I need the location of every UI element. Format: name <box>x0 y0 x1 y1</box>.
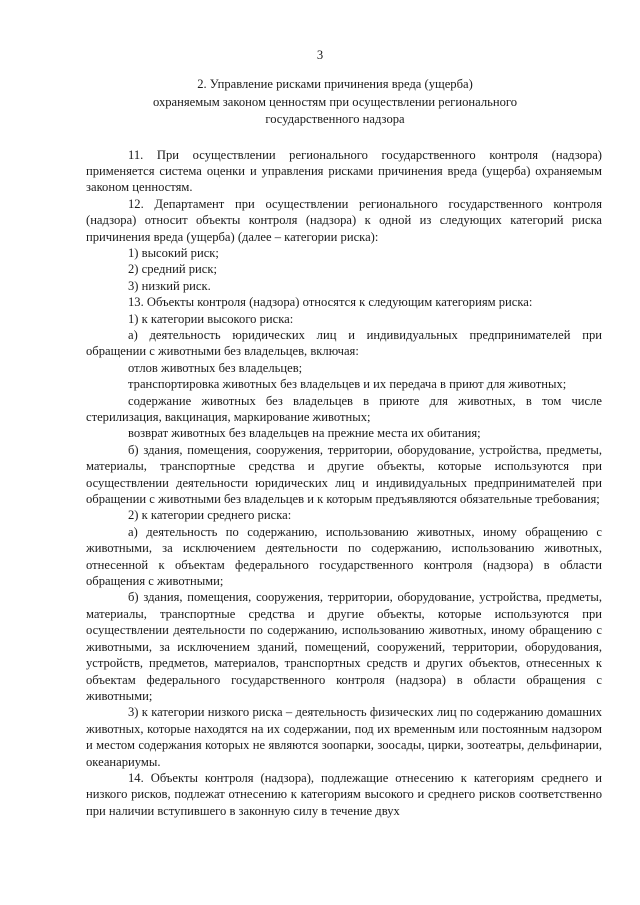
list-item: 3) к категории низкого риска – деятельность физических лиц по содержанию домашних животных, которые находятся на их содержании, под их временным или постоянным надзором и местом содержания которых не являются зоопарки, зоосады, цирки, зоотеатры, дельфинарии, океанариумы. <box>86 705 602 769</box>
list-item: 3) низкий риск. <box>128 278 211 293</box>
list-item: транспортировка животных без владельцев и их передача в приют для животных; <box>128 377 567 392</box>
list-item: содержание животных без владельцев в приюте для животных, в том числе стерилизация, вакцинация, маркирование животных; <box>86 393 602 424</box>
list-item: б) здания, помещения, сооружения, территории, оборудование, устройства, предметы, материалы, транспортные средства и другие объекты, которые используются при осуществлении деятельности юридических лиц и индивидуальных предпринимателей при обращении с животными без владельцев и к которым предъявляются обязательные требования; <box>86 442 602 507</box>
list-item: отлов животных без владельцев; <box>128 360 303 375</box>
paragraph-12: 12. Департамент при осуществлении регионального государственного контроля (надзора) относит объекты контроля (надзора) к одной из следующих категорий риска причинения вреда (ущерба) (далее – категории риска): <box>86 196 602 244</box>
list-item: 1) к категории высокого риска: <box>128 311 294 326</box>
paragraph-13: 13. Объекты контроля (надзора) относятся к следующим категориям риска: <box>128 295 533 310</box>
paragraph-11: 11. При осуществлении регионального государственного контроля (надзора) применяется система оценки и управления рисками причинения вреда (ущерба) охраняемым законом ценностям. <box>86 147 602 195</box>
section-heading <box>70 76 600 129</box>
list-item: 2) средний риск; <box>128 262 217 277</box>
list-item: б) здания, помещения, сооружения, территории, оборудование, устройства, предметы, материалы, транспортные средства и другие объекты, которые используются при осуществлении деятельности по содержанию, использованию животных, иному обращению с животными, за исключением зданий, помещений, сооружений, территории, оборудования, устройств, предметов, материалов, транспортных средств и других объектов, отнесенных к объектам федерального государственного контроля (надзора) в области обращения с животными; <box>86 590 602 703</box>
list-item: 1) высокий риск; <box>128 245 219 260</box>
heading-line: охраняемым законом ценностям при осуществлении регионального <box>152 94 518 109</box>
list-item: возврат животных без владельцев на прежние места их обитания; <box>128 426 481 441</box>
heading-line: 2. Управление рисками причинения вреда (ущерба) <box>197 77 473 91</box>
list-item: а) деятельность юридических лиц и индивидуальных предпринимателей при обращении с животными без владельцев, включая: <box>86 327 602 359</box>
list-item: а) деятельность по содержанию, использованию животных, иному обращению с животными, за исключением деятельности по содержанию, использованию животных, отнесенной к объектам федерального государственного контроля (надзора) в области обращения с животными; <box>86 524 602 589</box>
heading-line: государственного надзора <box>265 112 405 126</box>
list-item: 2) к категории среднего риска: <box>128 508 292 523</box>
document-body <box>86 147 602 820</box>
page-number: 3 <box>316 48 324 62</box>
paragraph-14: 14. Объекты контроля (надзора), подлежащие отнесению к категориям среднего и низкого рисков, подлежат отнесению к категориям высокого и среднего рисков соответственно при наличии вступившего в законную силу в течение двух <box>86 770 602 818</box>
